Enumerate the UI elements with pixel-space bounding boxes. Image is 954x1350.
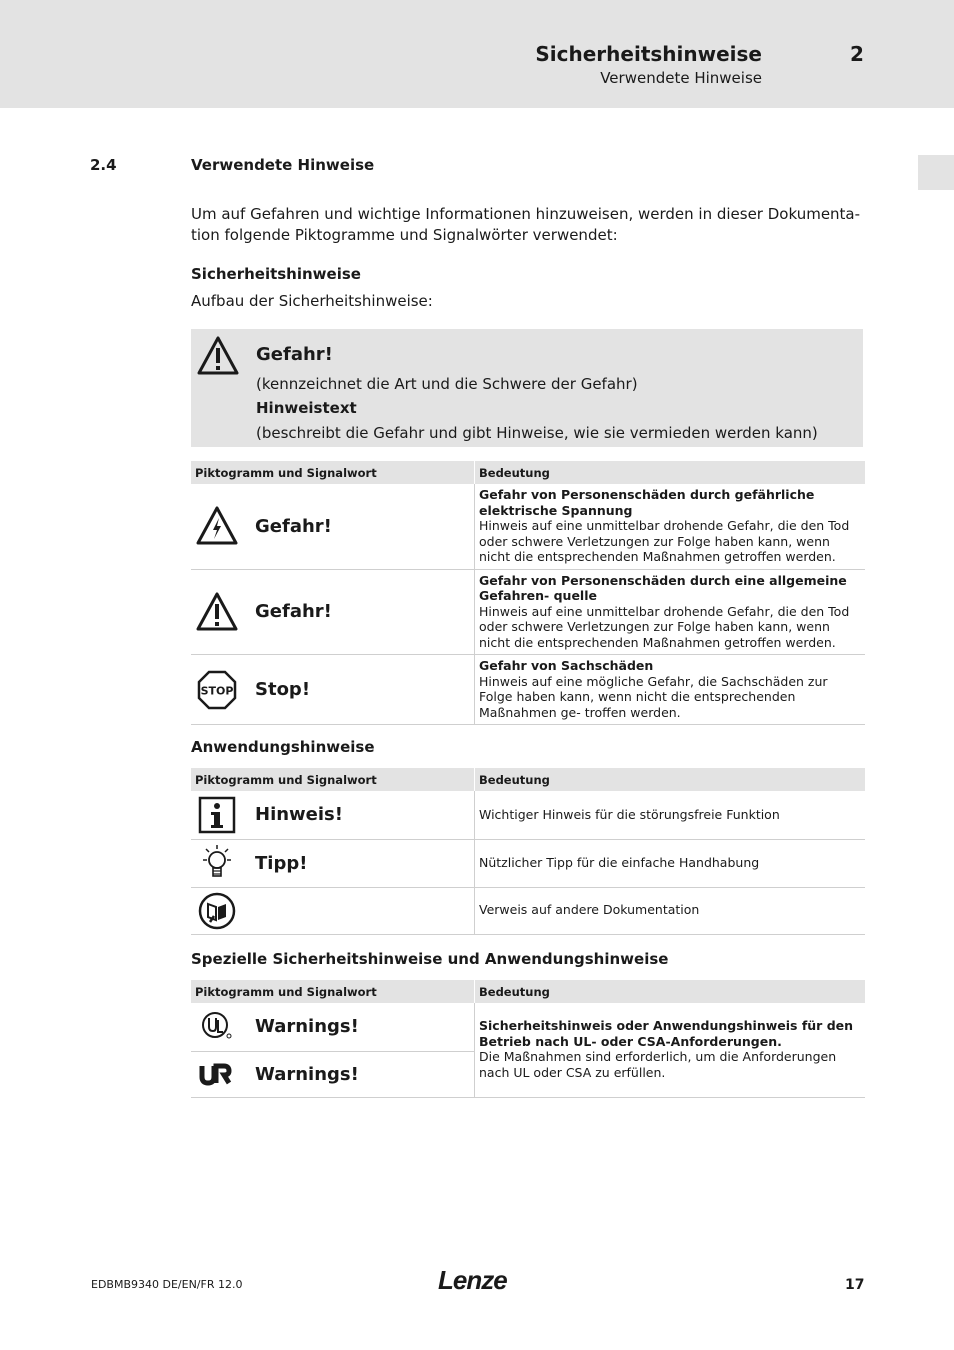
header-band [0, 0, 954, 108]
document-code: EDBMB9340 DE/EN/FR 12.0 [91, 1278, 243, 1291]
lenze-logo-text: Lenze [438, 1265, 507, 1294]
section-number: 2.4 [90, 156, 117, 174]
lightbulb-icon [195, 841, 239, 885]
meaning-text: Die Maßnahmen sind erforderlich, um die Anforderungen nach UL oder CSA zu erfüllen. [479, 1049, 837, 1080]
meaning-text: Hinweis auf eine unmittelbar drohende Gefahr, die den Tod oder schwere Verletzungen zur Folge haben kann, wenn nicht die entsprechenden Maßnahmen getroffen werden. [479, 603, 850, 650]
chapter-number: 2 [850, 42, 864, 66]
col-header-pictogram: Piktogramm und Signalwort [191, 980, 475, 1003]
meaning-title: Gefahr von Sachschäden [479, 658, 654, 673]
meaning-title: Gefahr von Personenschäden durch gefährliche elektrische Spannung [479, 487, 815, 518]
info-icon [195, 793, 239, 837]
ur-recognized-icon [195, 1052, 239, 1096]
col-header-pictogram: Piktogramm und Signalwort [191, 768, 475, 791]
table-row [191, 484, 865, 569]
table-row [191, 791, 865, 839]
safety-pictogram-table [191, 461, 865, 725]
signal-word: Warnings! [255, 1016, 359, 1038]
page-number: 17 [845, 1277, 865, 1293]
page-header-subtitle: Verwendete Hinweise [600, 69, 762, 87]
meaning-text: Hinweis auf eine unmittelbar drohende Gefahr, die den Tod oder schwere Verletzungen zur Folge haben kann, wenn nicht die entsprechenden Maßnahmen getroffen werden. [479, 518, 850, 564]
box-signal-word: Gefahr! [256, 344, 333, 365]
col-header-meaning: Bedeutung [475, 980, 866, 1003]
safety-structure-label: Aufbau der Sicherheitshinweise: [191, 292, 433, 310]
application-heading: Anwendungshinweise [191, 738, 375, 756]
electric-hazard-icon [195, 504, 239, 548]
document-reference-icon [195, 889, 239, 933]
signal-word: Gefahr! [255, 601, 332, 623]
stop-icon-text: STOP [200, 684, 234, 697]
col-header-meaning: Bedeutung [475, 461, 866, 484]
meaning-text: Hinweis auf eine mögliche Gefahr, die Sachschäden zur Folge haben kann, wenn nicht die entsprechenden Maßnahmen ge- troffen werden. [479, 673, 828, 720]
special-pictogram-table [191, 980, 865, 1098]
table-row [191, 1003, 865, 1051]
chapter-tab-marker [918, 155, 954, 190]
safety-heading: Sicherheitshinweise [191, 265, 361, 283]
intro-paragraph: Um auf Gefahren und wichtige Informationen hinzuweisen, werden in dieser Dokumenta- tion folgende Piktogramme und Signalwörter verwendet: [191, 205, 861, 244]
box-line-3: (beschreibt die Gefahr und gibt Hinweise, wie sie vermieden werden kann) [256, 424, 818, 442]
lenze-logo [438, 1264, 518, 1298]
application-pictogram-table [191, 768, 865, 935]
page-header-title: Sicherheitshinweise [535, 42, 762, 66]
general-hazard-icon [196, 335, 240, 381]
signal-word: Warnings! [255, 1063, 359, 1085]
signal-word: Hinweis! [255, 804, 343, 826]
ul-listed-icon [195, 1005, 239, 1049]
table-row [191, 887, 865, 934]
general-hazard-icon [195, 590, 239, 634]
meaning-title: Gefahr von Personenschäden durch eine allgemeine Gefahren- quelle [479, 572, 847, 603]
table-row [191, 569, 865, 655]
meaning-text: Wichtiger Hinweis für die störungsfreie Funktion [479, 806, 780, 822]
meaning-text: Nützlicher Tipp für die einfache Handhabung [479, 854, 760, 870]
box-line-1: (kennzeichnet die Art und die Schwere der Gefahr) [256, 375, 638, 393]
section-title: Verwendete Hinweise [191, 156, 375, 174]
signal-word: Gefahr! [255, 515, 332, 537]
safety-structure-box [191, 329, 863, 447]
meaning-title: Sicherheitshinweis oder Anwendungshinweis für den Betrieb nach UL- oder CSA-Anforderungen. [479, 1018, 854, 1049]
col-header-meaning: Bedeutung [475, 768, 866, 791]
box-line-2: Hinweistext [256, 399, 357, 417]
signal-word: Stop! [255, 679, 311, 700]
table-row [191, 839, 865, 887]
special-heading: Spezielle Sicherheitshinweise und Anwendungshinweise [191, 950, 669, 968]
signal-word: Tipp! [255, 852, 308, 874]
col-header-pictogram: Piktogramm und Signalwort [191, 461, 475, 484]
stop-icon [195, 668, 239, 712]
table-row [191, 655, 865, 725]
meaning-text: Verweis auf andere Dokumentation [479, 902, 700, 918]
